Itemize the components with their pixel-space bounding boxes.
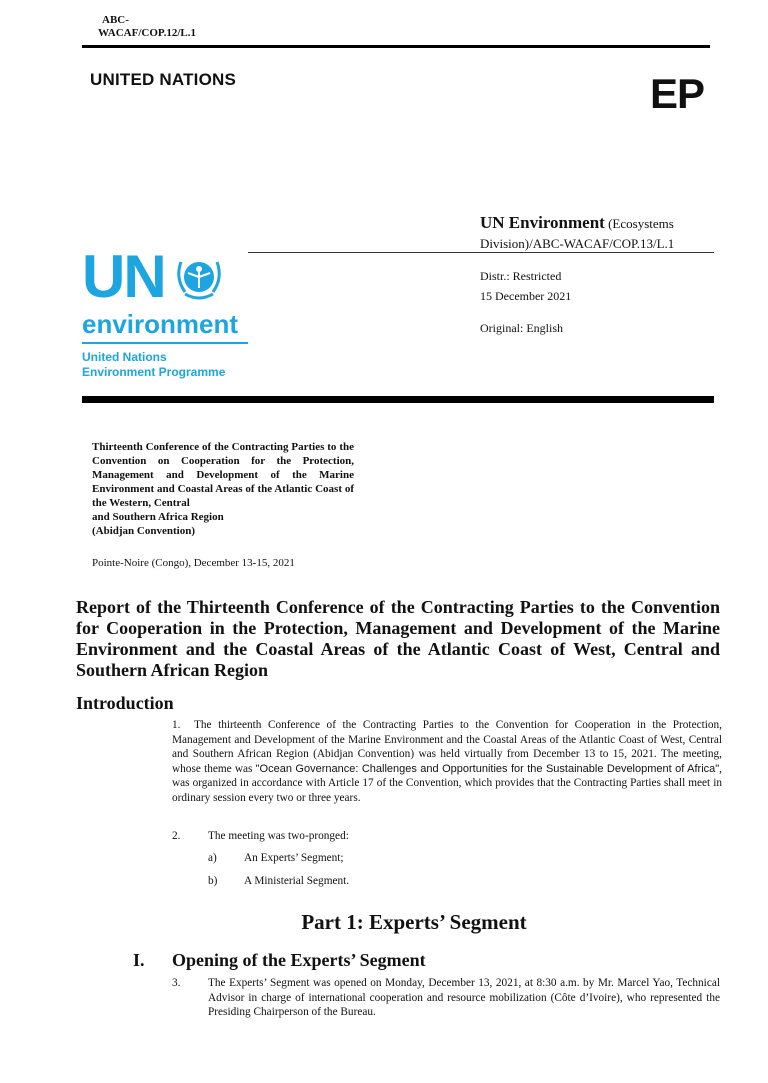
conference-venue: Pointe-Noire (Congo), December 13-15, 2021 (92, 557, 295, 569)
paragraph-number: 1. (172, 719, 181, 731)
paragraph-number: 3. (172, 977, 181, 989)
report-title: Report of the Thirteenth Conference of the Contracting Parties to the Convention for Cooperation in the Protection, Management and Development of the Marine Environment and the Coastal Areas of the Atlantic Coast of West, Central and Southern African Region (76, 597, 720, 680)
issue-date: 15 December 2021 (480, 289, 572, 303)
document-symbol-line1: ABC- (102, 14, 129, 26)
paragraph-2 (172, 830, 349, 842)
list-item-text: An Experts’ Segment; (244, 852, 344, 864)
un-emblem-icon (171, 252, 227, 307)
series-code: EP (650, 70, 705, 117)
list-item (208, 852, 344, 864)
introduction-heading: Introduction (76, 693, 174, 713)
agency-name: UN Environment (480, 213, 605, 232)
paragraph-3-text: The Experts’ Segment was opened on Monday, December 13, 2021, at 8:30 a.m. by Mr. Marcel Yao, Technical Advisor in charge of international cooperation and resource mobilization (Côte d’Ivoire), who represented the Presiding Chairperson of the Bureau. (208, 977, 720, 1018)
paragraph-3 (172, 976, 722, 1020)
meeting-theme: "Ocean Governance: Challenges and Opportunities for the Sustainable Development of Africa" (255, 762, 720, 775)
paragraph-1-text-a: The thirteenth Conference of the Contracting Parties to the Convention for Cooperation in the Protection, Management and Development of the Marine Environment and the Coastal Areas of the Atlantic Coast of West, Central and Southern African Region (Abidjan Convention) was held virtually from December 13 to 15, 2021. The meeting, whose theme was (172, 719, 722, 775)
section-number: I. (133, 950, 145, 970)
logo-line2: Environment Programme (82, 365, 226, 379)
distribution-rule (248, 252, 714, 253)
header-rule (82, 45, 710, 48)
document-symbol-line2: WACAF/COP.12/L.1 (98, 27, 196, 39)
section-title: Opening of the Experts’ Segment (172, 950, 426, 970)
conference-title-last: and Southern Africa Region (92, 511, 224, 523)
list-item-text: A Ministerial Segment. (244, 875, 350, 887)
conference-title-text: Thirteenth Conference of the Contracting Parties to the Convention on Cooperation for the Protection, Management and Development of the Marine Environment and Coastal Areas of the Atlantic Coast of the Western, Central (92, 441, 354, 509)
conference-title (92, 440, 354, 538)
logo-un-text: UN (82, 243, 165, 310)
distribution-block (480, 266, 571, 338)
list-item-label: b) (208, 875, 218, 887)
convention-name: (Abidjan Convention) (92, 525, 195, 537)
header-thick-rule (82, 396, 714, 403)
distribution-status: Distr.: Restricted (480, 269, 562, 283)
agency-division: (Ecosystems Division)/ABC-WACAF/COP.13/L.1 (480, 216, 675, 251)
un-environment-logo (82, 243, 252, 380)
organization-name: UNITED NATIONS (90, 70, 237, 89)
logo-environment-text: environment (82, 309, 239, 339)
paragraph-2-text: The meeting was two-pronged: (208, 830, 349, 842)
list-item-label: a) (208, 852, 217, 864)
logo-underline (82, 342, 248, 344)
paragraph-1 (172, 718, 722, 805)
section-heading (133, 950, 426, 971)
part-heading (0, 910, 768, 935)
paragraph-number: 2. (172, 830, 181, 842)
logo-line1: United Nations (82, 350, 167, 364)
paragraph-1-text-b: , was organized in accordance with Article 17 of the Convention, which provides that the Contracting Parties shall meet in ordinary session every two or three years. (172, 762, 722, 804)
part-heading-text: Part 1: Experts’ Segment (301, 910, 527, 934)
document-symbol (98, 14, 196, 40)
list-item (208, 875, 349, 887)
original-language: Original: English (480, 321, 563, 335)
agency-reference (480, 213, 725, 254)
